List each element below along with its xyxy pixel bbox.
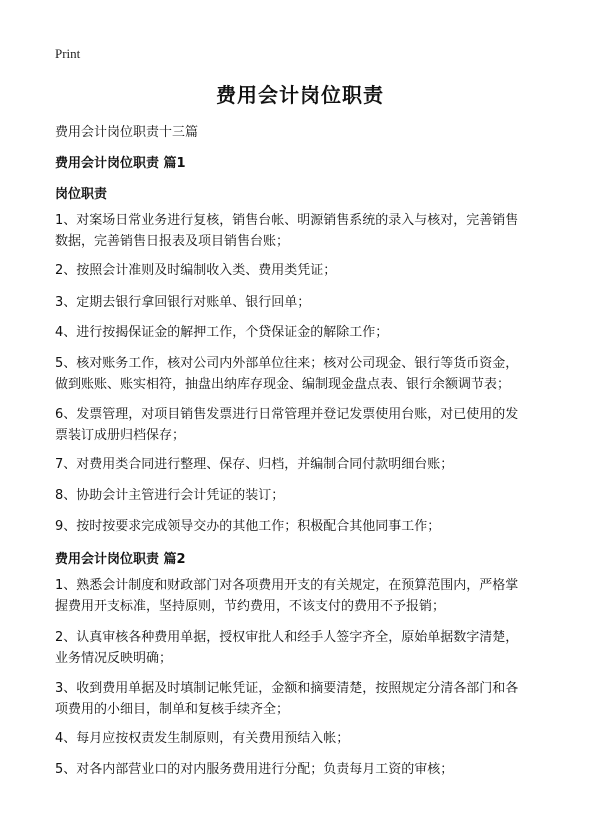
duty-item-line: 5、核对账务工作，核对公司内外部单位往来；核对公司现金、银行等货币资金， — [55, 356, 519, 371]
duty-item-line: 项费用的小细目，制单和复核手续齐全； — [55, 702, 290, 717]
duty-item-1-5 — [55, 353, 555, 395]
document-subtitle: 费用会计岗位职责十三篇 — [55, 125, 199, 140]
duty-item-line: 握费用开支标准，坚持原则，节约费用，不该支付的费用不予报销； — [55, 599, 446, 614]
duty-item-line: 业务情况反映明确； — [55, 651, 173, 666]
duty-item-2-3 — [55, 678, 555, 720]
duty-item-line: 票装订成册归档保存； — [55, 428, 186, 443]
duty-item-1-3 — [55, 292, 555, 313]
duty-item-line: 3、收到费用单据及时填制记帐凭证，金额和摘要清楚，按照规定分清各部门和各 — [55, 681, 519, 696]
duty-item-2-4 — [55, 728, 555, 749]
duty-item-line: 2、按照会计准则及时编制收入类、费用类凭证； — [55, 263, 337, 278]
duty-item-line: 6、发票管理，对项目销售发票进行日常管理并登记发票使用台账，对已使用的发 — [55, 407, 519, 422]
duty-item-2-1 — [55, 575, 555, 617]
duty-item-line: 4、每月应按权责发生制原则，有关费用预结入帐； — [55, 731, 350, 746]
duty-item-line: 数据，完善销售日报表及项目销售台账； — [55, 234, 290, 249]
duty-item-1-1 — [55, 210, 555, 252]
duty-item-1-2 — [55, 260, 555, 281]
duty-item-line: 做到账账、账实相符，抽盘出纳库存现金、编制现金盘点表、银行余额调节表； — [55, 377, 511, 392]
section1-heading: 费用会计岗位职责 篇1 — [55, 156, 186, 171]
duty-item-1-9 — [55, 516, 555, 537]
duty-item-line: 1、对案场日常业务进行复核，销售台帐、明源销售系统的录入与核对，完善销售 — [55, 213, 519, 228]
duty-item-line: 2、认真审核各种费用单据，授权审批人和经手人签字齐全，原始单据数字清楚， — [55, 630, 519, 645]
duty-item-1-7 — [55, 454, 555, 475]
duty-item-line: 5、对各内部营业口的对内服务费用进行分配；负责每月工资的审核； — [55, 762, 454, 777]
duty-item-1-8 — [55, 485, 555, 506]
document-title: 费用会计岗位职责 — [216, 83, 384, 107]
duty-item-line: 4、进行按揭保证金的解押工作，个贷保证金的解除工作； — [55, 325, 389, 340]
duty-item-line: 7、对费用类合同进行整理、保存、归档，并编制合同付款明细台账； — [55, 457, 454, 472]
duty-item-1-6 — [55, 404, 555, 446]
section1-subheading: 岗位职责 — [55, 187, 108, 202]
duty-item-2-2 — [55, 627, 555, 669]
duty-item-line: 8、协助会计主管进行会计凭证的装订； — [55, 488, 285, 503]
section2-heading: 费用会计岗位职责 篇2 — [55, 552, 186, 567]
duty-item-line: 1、熟悉会计制度和财政部门对各项费用开支的有关规定，在预算范围内，严格掌 — [55, 578, 519, 593]
duty-item-line: 9、按时按要求完成领导交办的其他工作；积极配合其他同事工作； — [55, 519, 441, 534]
print-label: Print — [55, 46, 81, 61]
duty-item-1-4 — [55, 322, 555, 343]
duty-item-2-5 — [55, 759, 555, 780]
duty-item-line: 3、定期去银行拿回银行对账单、银行回单； — [55, 295, 311, 310]
